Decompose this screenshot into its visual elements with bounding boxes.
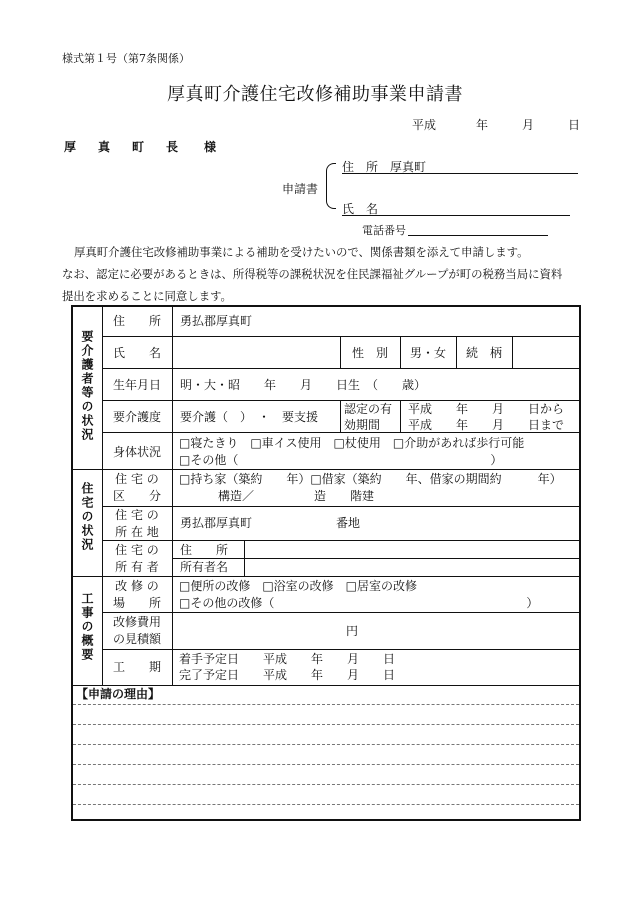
period-label: 工 期 <box>112 660 161 674</box>
location-value[interactable]: 勇払郡厚真町 番地 <box>180 516 361 530</box>
care-level-value[interactable]: 要介護（ ） ・ 要支援 <box>180 410 319 424</box>
intro-text: 厚真町介護住宅改修補助事業による補助を受けたいので、関係書類を添えて申請します。 なお、認定に必要があるときは、所得税等の課税状況を住民課福祉グループが町の税務当局に資料 提出を求めることに同意します。 <box>62 245 563 303</box>
form-title: 厚真町介護住宅改修補助事業申請書 <box>167 84 463 105</box>
rule <box>102 336 581 337</box>
date-year: 年 <box>476 118 489 132</box>
rule <box>512 336 513 368</box>
form-number: 様式第１号（第7条関係） <box>62 52 190 65</box>
care-address-value[interactable]: 勇払郡厚真町 <box>180 314 253 328</box>
section-care-heading: 要介護者等の状況 <box>80 330 94 442</box>
section-work-heading: 工事の概要 <box>80 592 94 662</box>
cert-from[interactable]: 平成 年 月 日から <box>408 402 565 416</box>
physical-label: 身体状況 <box>112 445 161 459</box>
cost-label-1: 改修費用 <box>112 615 161 629</box>
physical-other[interactable]: □その他（ ） <box>179 453 503 467</box>
start-date[interactable]: 着手予定日 平成 年 月 日 <box>179 652 396 666</box>
rule <box>71 576 581 577</box>
rule <box>102 540 581 541</box>
date-day: 日 <box>568 118 581 132</box>
birth-label: 生年月日 <box>112 378 161 392</box>
applicant-address-field[interactable]: 住 所 厚真町 <box>342 158 578 174</box>
rule <box>102 400 581 401</box>
owner-label-2: 所 有 者 <box>115 560 159 574</box>
reason-field[interactable] <box>73 702 579 818</box>
cert-label-1: 認定の有 <box>344 402 393 416</box>
owner-address-label: 住 所 <box>180 543 229 557</box>
cert-label-2: 効期間 <box>344 418 381 432</box>
sex-value[interactable]: 男・女 <box>409 346 446 360</box>
tel-label: 電話番号 <box>362 224 406 237</box>
physical-options[interactable]: □寝たきり □車イス使用 □杖使用 □介助があれば歩行可能 <box>179 436 525 450</box>
applicant-bracket <box>326 163 336 209</box>
care-name-label: 氏 名 <box>112 346 161 360</box>
place-label-1: 改 修 の <box>115 579 159 593</box>
sex-label: 性 別 <box>351 346 388 360</box>
rule <box>172 305 173 685</box>
rule <box>102 432 581 433</box>
rule <box>244 540 245 576</box>
date-era: 平成 <box>412 118 437 132</box>
rule <box>172 558 581 559</box>
rule <box>102 506 581 507</box>
date-month: 月 <box>522 118 535 132</box>
house-type-options[interactable]: □持ち家（築約 年）□借家（築約 年、借家の期間約 年） <box>179 472 562 486</box>
end-date[interactable]: 完了予定日 平成 年 月 日 <box>179 668 396 682</box>
cost-unit: 円 <box>346 624 359 638</box>
rule <box>400 400 401 432</box>
applicant-name-field[interactable]: 氏 名 <box>342 200 570 216</box>
owner-name-label: 所有者名 <box>180 560 229 574</box>
rule <box>71 685 581 686</box>
relation-label: 続 柄 <box>465 346 502 360</box>
birth-value[interactable]: 明・大・昭 年 月 日生 （ 歳） <box>180 378 427 392</box>
tel-field[interactable] <box>408 222 548 236</box>
house-type-label-1: 住 宅 の <box>115 472 159 486</box>
cert-to[interactable]: 平成 年 月 日まで <box>408 418 565 432</box>
addressee: 厚 真 町 長 様 <box>64 140 217 154</box>
rule <box>102 612 581 613</box>
owner-label-1: 住 宅 の <box>115 543 159 557</box>
rule <box>102 368 581 369</box>
section-house-heading: 住宅の状況 <box>80 482 94 552</box>
cost-label-2: の見積額 <box>112 632 161 646</box>
rule <box>340 400 341 432</box>
rule <box>71 469 581 470</box>
location-label-1: 住 宅 の <box>115 508 159 522</box>
house-structure[interactable]: 構造／ 造 階建 <box>218 489 375 503</box>
reason-label: 【申請の理由】 <box>76 687 161 701</box>
care-level-label: 要介護度 <box>112 410 161 424</box>
applicant-label: 申請書 <box>282 182 319 196</box>
care-address-label: 住 所 <box>112 314 161 328</box>
place-label-2: 場 所 <box>112 596 161 610</box>
place-other[interactable]: □その他の改修（ ） <box>179 596 539 610</box>
rule <box>102 649 581 650</box>
house-type-label-2: 区 分 <box>112 489 161 503</box>
location-label-2: 所 在 地 <box>115 525 159 539</box>
place-options[interactable]: □便所の改修 □浴室の改修 □居室の改修 <box>179 579 418 593</box>
